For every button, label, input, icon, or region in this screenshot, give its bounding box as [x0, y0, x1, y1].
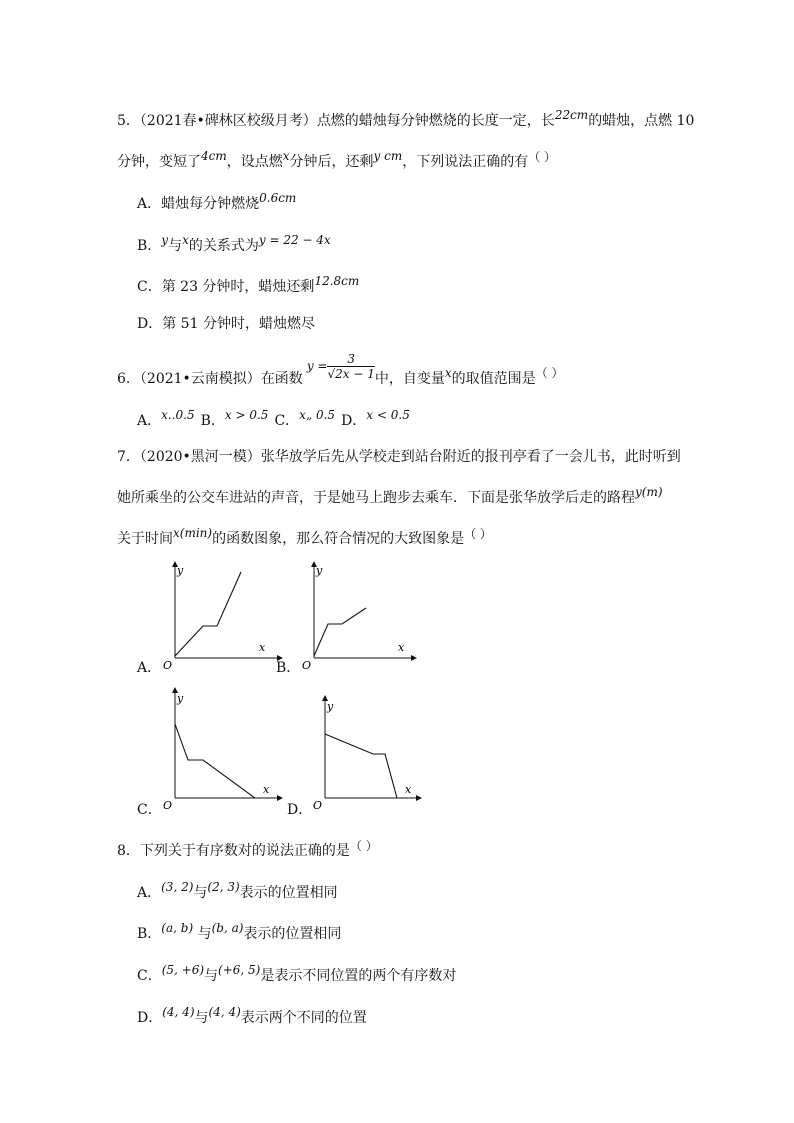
q6-line — [117, 346, 564, 387]
graph-b — [294, 558, 424, 670]
q6-math-x: x — [444, 365, 452, 380]
option-label: B． — [137, 238, 162, 254]
y-axis-label: y — [177, 564, 184, 577]
q6-frac-lhs: y = — [306, 358, 328, 373]
y-axis-label: y — [177, 692, 184, 705]
option-math: (+6, 5) — [218, 963, 261, 977]
q7-text: 关于时间 — [117, 531, 173, 547]
graph-c — [155, 686, 285, 812]
q8-text: 下列关于有序数对的说法正确的是 — [139, 843, 350, 859]
q7-number: 7． — [117, 449, 140, 465]
option-text: 与 — [168, 238, 183, 254]
option-text: 蜡烛每分钟燃烧 — [161, 196, 260, 212]
option-math: (5, +6) — [161, 963, 205, 977]
q7-text: 的函数图象，那么符合情况的大致图象是 — [212, 531, 465, 547]
q5-math-4cm: 4cm — [201, 149, 227, 163]
graph-d — [305, 694, 425, 812]
graph-a-label: A． — [137, 660, 162, 676]
option-text: 第 51 分钟时，蜡烛燃尽 — [162, 316, 315, 332]
option-label: B． — [200, 413, 225, 429]
x-axis-label: x — [405, 783, 412, 796]
option-math: (4, 4) — [208, 1005, 241, 1019]
origin-label: O — [313, 799, 323, 812]
option-label: C． — [137, 279, 162, 295]
option-text: 的关系式为 — [188, 238, 259, 254]
option-label: C． — [137, 968, 162, 984]
q5-number: 5． — [117, 113, 140, 129]
option-math: x..0.5 — [161, 408, 195, 422]
q5-option-d — [137, 313, 315, 333]
fraction-numerator: 3 — [327, 352, 374, 367]
x-axis-label: x — [398, 641, 405, 654]
q7-text: 她所乘坐的公交车进站的声音，于是她马上跑步去乘车．下面是张华放学后走的路程 — [117, 490, 635, 506]
option-label: D． — [137, 1010, 163, 1026]
q8-option-d — [137, 1007, 367, 1027]
q5-text: ，下列说法正确的有 — [402, 154, 529, 170]
q8-stem — [117, 840, 378, 860]
q5-text: 分钟，变短了 — [117, 154, 201, 170]
q6-fraction — [327, 352, 374, 381]
graph-b-label: B． — [276, 660, 301, 676]
option-text: 是表示不同位置的两个有序数对 — [260, 968, 457, 984]
q5-text: 分钟后，还剩 — [289, 154, 374, 170]
option-math: x„ 0.5 — [299, 408, 336, 422]
option-label: A． — [137, 413, 162, 429]
origin-label: O — [302, 659, 312, 670]
answer-paren: （ ） — [464, 527, 492, 541]
q8-option-b — [137, 923, 341, 943]
q5-source: （2021春•碑林区校级月考） — [139, 113, 317, 129]
graph-a — [155, 558, 285, 670]
option-math: 12.8cm — [314, 274, 360, 288]
q7-text: 张华放学后先从学校走到站台附近的报刊亭看了一会儿书，此时听到 — [260, 449, 681, 465]
fraction-denominator: √2x − 1 — [327, 367, 375, 381]
y-axis-label: y — [316, 564, 323, 577]
q5-math-ycm: y cm — [373, 149, 403, 163]
q5-option-a — [137, 193, 296, 213]
graph-curve — [175, 572, 241, 656]
graph-curve — [325, 734, 397, 798]
option-math: x — [182, 233, 189, 247]
q8-number: 8． — [117, 843, 140, 859]
x-axis-label: x — [263, 783, 270, 796]
option-label: C． — [274, 413, 300, 429]
origin-label: O — [163, 799, 173, 812]
answer-paren: （ ） — [535, 365, 564, 380]
q5-line1 — [117, 110, 694, 130]
option-math: (a, b) — [161, 921, 194, 935]
q6-number: 6． — [117, 370, 140, 387]
option-text: 表示两个不同的位置 — [240, 1010, 367, 1026]
option-math: (4, 4) — [162, 1005, 195, 1019]
q6-text: 在函数 — [260, 370, 303, 387]
q7-line2 — [117, 487, 663, 507]
q5-option-c — [137, 276, 359, 296]
option-text: 表示的位置相同 — [243, 926, 342, 942]
q5-math-x: x — [282, 149, 290, 163]
q7-math-xmin: x(min) — [173, 526, 213, 540]
option-math: y — [161, 233, 169, 247]
option-label: B． — [137, 926, 162, 942]
option-math: x < 0.5 — [366, 408, 410, 422]
option-label: A． — [137, 196, 162, 212]
q7-line3 — [117, 528, 492, 548]
q7-source: （2020•黑河一模） — [139, 449, 261, 465]
graph-c-label: C． — [137, 802, 162, 818]
option-math: x > 0.5 — [224, 408, 269, 422]
q8-option-a — [137, 882, 338, 902]
origin-label: O — [163, 659, 173, 670]
q5-text: 点燃的蜡烛每分钟燃烧的长度一定，长 — [316, 113, 555, 129]
q8-option-c — [137, 965, 456, 985]
answer-paren: （ ） — [528, 150, 557, 164]
graph-curve — [314, 608, 366, 656]
graph-d-label: D． — [287, 802, 313, 818]
q5-text: ，设点燃 — [226, 154, 283, 170]
graph-curve — [175, 724, 255, 798]
q6-options — [137, 410, 410, 430]
q6-text: 中，自变量 — [374, 370, 445, 387]
q6-source: （2021•云南模拟） — [139, 370, 261, 387]
option-text: 与 — [194, 1010, 209, 1026]
option-text: 表示的位置相同 — [239, 885, 338, 901]
q7-math-ym: y(m) — [635, 485, 663, 499]
option-text: 与 — [193, 926, 212, 942]
answer-paren: （ ） — [349, 839, 378, 853]
option-math: (2, 3) — [207, 880, 240, 894]
option-text: 与 — [193, 885, 208, 901]
option-text: 与 — [204, 968, 219, 984]
q5-line2 — [117, 151, 556, 171]
q7-line1 — [117, 446, 681, 466]
y-axis-label: y — [327, 700, 334, 713]
option-label: D． — [137, 316, 163, 332]
x-axis-label: x — [259, 641, 266, 654]
option-label: D． — [341, 413, 367, 429]
option-math: (3, 2) — [161, 880, 194, 894]
option-text: 第 23 分钟时，蜡烛还剩 — [161, 279, 315, 295]
q5-option-b — [137, 235, 331, 255]
option-label: A． — [137, 885, 162, 901]
option-math: y = 22 − 4x — [258, 233, 331, 247]
q6-text: 的取值范围是 — [451, 370, 536, 387]
q5-text: 的蜡烛，点燃 10 — [588, 113, 695, 129]
q5-math-22cm: 22cm — [554, 108, 589, 122]
option-math: (b, a) — [211, 921, 244, 935]
option-math: 0.6cm — [259, 191, 297, 205]
